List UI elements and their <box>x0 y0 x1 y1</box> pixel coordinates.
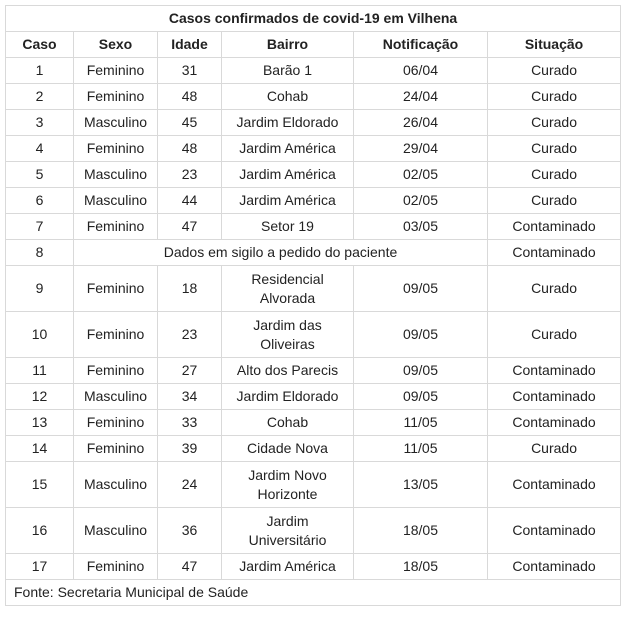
cell-situacao: Curado <box>488 84 621 110</box>
table-row <box>6 240 621 266</box>
bairro-line-1: Jardim <box>266 512 309 529</box>
table-row <box>6 384 621 410</box>
cell-notificacao: 13/05 <box>354 462 488 508</box>
bairro-line-2: Oliveiras <box>260 335 315 352</box>
cell-notificacao: 18/05 <box>354 554 488 580</box>
cell-situacao: Contaminado <box>488 410 621 436</box>
cell-bairro: Cohab <box>222 84 354 110</box>
table-row <box>6 358 621 384</box>
cell-bairro: Jardim América <box>222 162 354 188</box>
table-row <box>6 266 621 312</box>
cell-idade: 39 <box>158 436 222 462</box>
cell-bairro: Cidade Nova <box>222 436 354 462</box>
header-sexo: Sexo <box>74 32 158 58</box>
cell-sexo: Feminino <box>74 84 158 110</box>
bairro-line-1: Jardim Novo <box>248 466 327 483</box>
header-bairro: Bairro <box>222 32 354 58</box>
cell-caso: 3 <box>6 110 74 136</box>
cell-sigilo: Dados em sigilo a pedido do paciente <box>74 240 488 266</box>
cell-notificacao: 02/05 <box>354 188 488 214</box>
cell-sexo: Feminino <box>74 358 158 384</box>
cell-idade: 18 <box>158 266 222 312</box>
cell-sexo: Feminino <box>74 410 158 436</box>
cell-sexo: Feminino <box>74 214 158 240</box>
cell-notificacao: 02/05 <box>354 162 488 188</box>
cell-sexo: Feminino <box>74 554 158 580</box>
bairro-line-2: Horizonte <box>257 485 318 502</box>
cell-sexo: Masculino <box>74 384 158 410</box>
cell-caso: 12 <box>6 384 74 410</box>
header-notificacao: Notificação <box>354 32 488 58</box>
cell-idade: 24 <box>158 462 222 508</box>
cell-situacao: Contaminado <box>488 554 621 580</box>
table-row <box>6 554 621 580</box>
cell-caso: 7 <box>6 214 74 240</box>
cell-caso: 17 <box>6 554 74 580</box>
cell-situacao: Curado <box>488 312 621 358</box>
cell-notificacao: 09/05 <box>354 358 488 384</box>
cell-sexo: Masculino <box>74 110 158 136</box>
cell-bairro <box>222 266 354 312</box>
covid-table-container <box>5 5 620 606</box>
table-row <box>6 188 621 214</box>
cell-sexo: Feminino <box>74 58 158 84</box>
cell-caso: 8 <box>6 240 74 266</box>
cell-caso: 4 <box>6 136 74 162</box>
cell-idade: 31 <box>158 58 222 84</box>
cell-bairro: Setor 19 <box>222 214 354 240</box>
cell-notificacao: 09/05 <box>354 312 488 358</box>
table-row <box>6 436 621 462</box>
cell-situacao: Contaminado <box>488 358 621 384</box>
cell-situacao: Curado <box>488 136 621 162</box>
cell-sexo: Masculino <box>74 508 158 554</box>
cell-caso: 16 <box>6 508 74 554</box>
cell-sexo: Masculino <box>74 188 158 214</box>
table-row <box>6 508 621 554</box>
cell-bairro: Jardim América <box>222 554 354 580</box>
bairro-line-1: Jardim das <box>253 316 322 333</box>
cell-notificacao: 24/04 <box>354 84 488 110</box>
source-note: Fonte: Secretaria Municipal de Saúde <box>6 580 621 606</box>
header-situacao: Situação <box>488 32 621 58</box>
cell-bairro: Jardim América <box>222 136 354 162</box>
cell-situacao: Curado <box>488 162 621 188</box>
table-row <box>6 58 621 84</box>
cell-idade: 47 <box>158 554 222 580</box>
table-row <box>6 410 621 436</box>
cell-bairro: Jardim Eldorado <box>222 110 354 136</box>
cell-bairro <box>222 462 354 508</box>
cell-situacao: Curado <box>488 58 621 84</box>
table-row <box>6 84 621 110</box>
cell-caso: 5 <box>6 162 74 188</box>
bairro-line-1: Residencial <box>251 270 324 287</box>
table-row <box>6 162 621 188</box>
table-row <box>6 312 621 358</box>
header-idade: Idade <box>158 32 222 58</box>
cell-notificacao: 11/05 <box>354 436 488 462</box>
bairro-line-2: Alvorada <box>259 289 316 306</box>
cell-idade: 27 <box>158 358 222 384</box>
cell-bairro: Alto dos Parecis <box>222 358 354 384</box>
cell-caso: 9 <box>6 266 74 312</box>
cell-situacao: Curado <box>488 436 621 462</box>
cell-caso: 11 <box>6 358 74 384</box>
cell-situacao: Contaminado <box>488 214 621 240</box>
cell-situacao: Curado <box>488 110 621 136</box>
cell-situacao: Curado <box>488 188 621 214</box>
table-row <box>6 136 621 162</box>
cell-caso: 14 <box>6 436 74 462</box>
cell-bairro: Cohab <box>222 410 354 436</box>
cell-notificacao: 09/05 <box>354 266 488 312</box>
cell-idade: 45 <box>158 110 222 136</box>
cell-sexo: Feminino <box>74 136 158 162</box>
cell-caso: 6 <box>6 188 74 214</box>
cell-situacao: Contaminado <box>488 508 621 554</box>
cell-idade: 23 <box>158 162 222 188</box>
cell-bairro: Jardim Eldorado <box>222 384 354 410</box>
covid-cases-table <box>5 5 621 606</box>
header-caso: Caso <box>6 32 74 58</box>
cell-situacao: Curado <box>488 266 621 312</box>
cell-caso: 2 <box>6 84 74 110</box>
cell-sexo: Masculino <box>74 162 158 188</box>
cell-notificacao: 06/04 <box>354 58 488 84</box>
cell-sexo: Feminino <box>74 436 158 462</box>
cell-situacao: Contaminado <box>488 384 621 410</box>
cell-bairro <box>222 312 354 358</box>
table-row <box>6 214 621 240</box>
cell-idade: 23 <box>158 312 222 358</box>
cell-bairro: Barão 1 <box>222 58 354 84</box>
cell-notificacao: 03/05 <box>354 214 488 240</box>
table-title: Casos confirmados de covid-19 em Vilhena <box>6 6 621 32</box>
cell-bairro: Jardim América <box>222 188 354 214</box>
cell-idade: 34 <box>158 384 222 410</box>
cell-situacao: Contaminado <box>488 240 621 266</box>
cell-caso: 15 <box>6 462 74 508</box>
cell-idade: 33 <box>158 410 222 436</box>
cell-notificacao: 26/04 <box>354 110 488 136</box>
cell-notificacao: 11/05 <box>354 410 488 436</box>
cell-idade: 47 <box>158 214 222 240</box>
cell-sexo: Masculino <box>74 462 158 508</box>
cell-caso: 13 <box>6 410 74 436</box>
cell-idade: 48 <box>158 136 222 162</box>
cell-caso: 1 <box>6 58 74 84</box>
table-row <box>6 462 621 508</box>
cell-sexo: Feminino <box>74 266 158 312</box>
cell-bairro <box>222 508 354 554</box>
cell-notificacao: 09/05 <box>354 384 488 410</box>
bairro-line-2: Universitário <box>248 531 327 548</box>
cell-idade: 48 <box>158 84 222 110</box>
cell-notificacao: 18/05 <box>354 508 488 554</box>
cell-caso: 10 <box>6 312 74 358</box>
cell-idade: 36 <box>158 508 222 554</box>
table-row <box>6 110 621 136</box>
cell-sexo: Feminino <box>74 312 158 358</box>
cell-situacao: Contaminado <box>488 462 621 508</box>
cell-idade: 44 <box>158 188 222 214</box>
cell-notificacao: 29/04 <box>354 136 488 162</box>
